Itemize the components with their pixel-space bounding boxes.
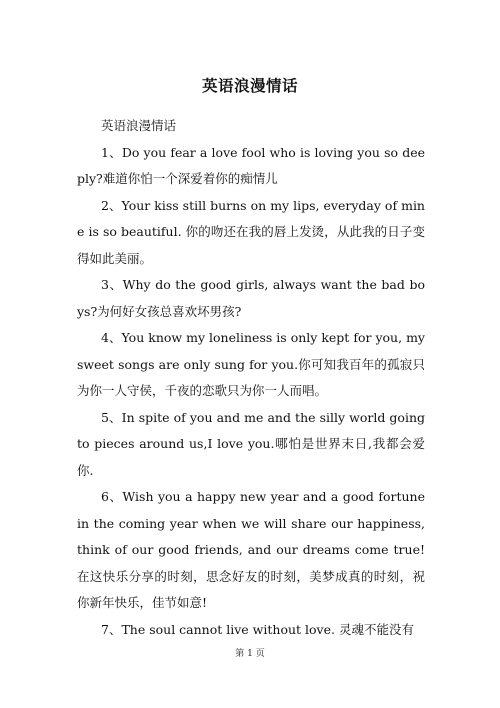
paragraph-1: 1、Do you fear a love fool who is loving you so deeply?难道你怕一个深爱着你的痴情儿 — [77, 144, 425, 186]
intro-line: 英语浪漫情话 — [101, 118, 177, 133]
paragraph-2: 2、Your kiss still burns on my lips, everyday of mine is so beautiful. 你的吻还在我的唇上发烫，从此我的日子变得如此美丽。 — [77, 197, 425, 266]
paragraph-7: 7、The soul cannot live without love. 灵魂不能没有 — [101, 621, 414, 637]
document-title: 英语浪漫情话 — [201, 77, 298, 95]
document-body — [77, 113, 425, 643]
paragraph-6: 6、Wish you a happy new year and a good fortune in the coming year when we will share our happiness, think of our good friends, and our dreams come true!在这快乐分享的时刻，思念好友的时刻，美梦成真的时刻，祝你新年快乐，佳节如意! — [77, 489, 425, 610]
paragraph-5: 5、In spite of you and me and the silly world going to pieces around us,I love you.哪怕是世界末日,我都会爱你. — [77, 409, 425, 478]
paragraph-3: 3、Why do the good girls, always want the bad boys?为何好女孩总喜欢坏男孩? — [77, 277, 425, 319]
paragraph-4: 4、You know my loneliness is only kept for you, my sweet songs are only sung for you.你可知我百年的孤寂只为你一人守侯，千夜的恋歌只为你一人而唱。 — [77, 330, 425, 398]
page-number: 第 1 页 — [235, 649, 265, 659]
